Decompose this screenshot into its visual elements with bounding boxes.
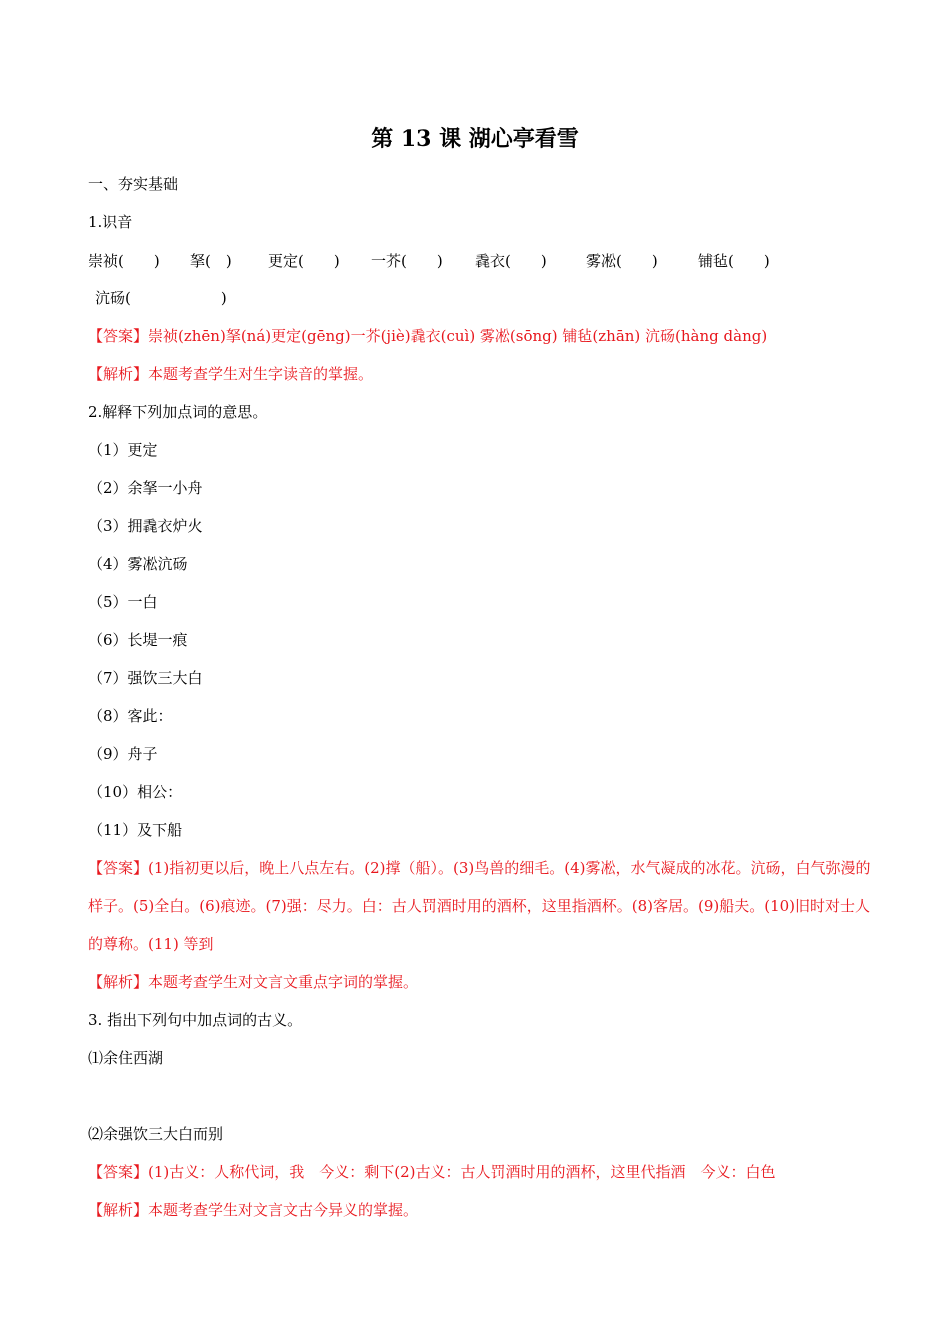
answer-block xyxy=(88,1162,888,1182)
question-item: （2）余拏一小舟 xyxy=(88,479,203,497)
question-item: （9）舟子 xyxy=(88,745,158,763)
analysis-text: 本题考查学生对文言文重点字词的掌握。 xyxy=(148,973,419,991)
answer-block xyxy=(88,849,878,963)
analysis-label: 【解析】 xyxy=(88,973,149,991)
pronunciation-item: 拏( ) xyxy=(190,252,232,270)
answer-text: (1)古义：人称代词，我 今义：剩下(2)古义：古人罚酒时用的酒杯，这里代指酒 今义：白色 xyxy=(148,1163,776,1181)
analysis-label: 【解析】 xyxy=(88,1201,149,1219)
question-item: （11）及下船 xyxy=(88,821,183,839)
question-3-heading: 3. 指出下列句中加点词的古义。 xyxy=(88,1011,303,1029)
analysis-label: 【解析】 xyxy=(88,365,149,383)
question-item: （7）强饮三大白 xyxy=(88,669,203,687)
page-title: 第 13 课 湖心亭看雪 xyxy=(371,126,579,152)
question-item: （6）长堤一痕 xyxy=(88,631,188,649)
section-heading: 一、夯实基础 xyxy=(88,175,179,193)
pronunciation-item: 崇祯( ) xyxy=(88,252,160,270)
question-item: ⑴余住西湖 xyxy=(88,1049,164,1067)
pronunciation-item: 雾凇( ) xyxy=(586,252,658,270)
question-1-heading: 1.识音 xyxy=(88,213,133,231)
question-item: （3）拥毳衣炉火 xyxy=(88,517,203,535)
pronunciation-item: 铺毡( ) xyxy=(698,252,770,270)
question-item: （1）更定 xyxy=(88,441,158,459)
question-item: （8）客此： xyxy=(88,707,173,725)
question-item: （10）相公： xyxy=(88,783,183,801)
answer-text: 崇祯(zhēn)拏(ná)更定(gēng)一芥(jiè)毳衣(cuì) 雾凇(sōng) 铺毡(zhān) 沆砀(hàng dàng) xyxy=(148,327,768,345)
question-item: ⑵余强饮三大白而别 xyxy=(88,1125,224,1143)
analysis-text: 本题考查学生对生字读音的掌握。 xyxy=(148,365,374,383)
answer-label: 【答案】 xyxy=(88,859,149,877)
answer-label: 【答案】 xyxy=(88,1163,149,1181)
pronunciation-item: 一芥( ) xyxy=(371,252,443,270)
answer-text: (1)指初更以后，晚上八点左右。(2)撑（船）。(3)鸟兽的细毛。(4)雾凇，水气凝成的冰花。沆砀，白气弥漫的样子。(5)全白。(6)痕迹。(7)强：尽力。白：古人罚酒时用的酒杯，这里指酒杯。(8)客居。(9)船夫。(10)旧时对士人的尊称。(11) 等到 xyxy=(88,859,871,953)
analysis-block xyxy=(88,364,888,384)
question-item: （5）一白 xyxy=(88,593,158,611)
question-item: （4）雾凇沆砀 xyxy=(88,555,188,573)
analysis-block xyxy=(88,1200,888,1220)
pronunciation-item: 沆砀( ) xyxy=(95,289,227,307)
answer-label: 【答案】 xyxy=(88,327,149,345)
answer-block xyxy=(88,326,888,346)
question-2-heading: 2.解释下列加点词的意思。 xyxy=(88,403,268,421)
pronunciation-item: 更定( ) xyxy=(268,252,340,270)
analysis-text: 本题考查学生对文言文古今异义的掌握。 xyxy=(148,1201,419,1219)
analysis-block xyxy=(88,972,888,992)
pronunciation-item: 毳衣( ) xyxy=(475,252,547,270)
